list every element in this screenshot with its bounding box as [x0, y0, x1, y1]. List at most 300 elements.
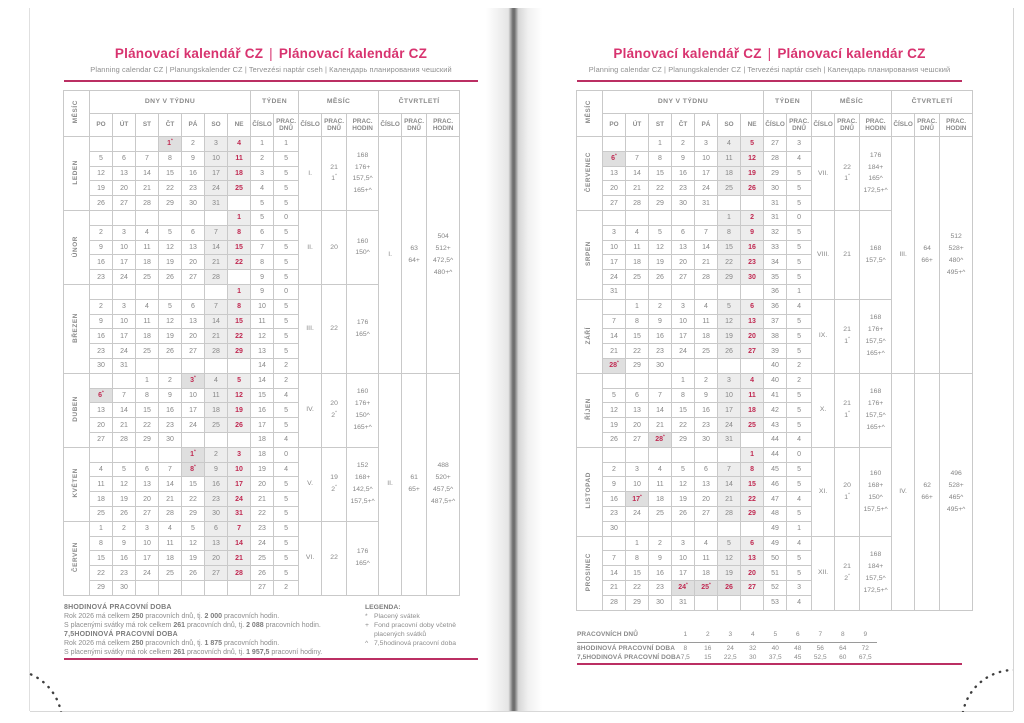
month-name: BŘEZEN: [64, 284, 90, 373]
day-cell: 24: [626, 506, 649, 521]
footer-table-value: 72: [861, 644, 869, 652]
day-cell: 10: [672, 314, 695, 329]
day-cell-saturday: 28: [205, 344, 228, 359]
day-cell-sunday: 29: [228, 344, 251, 359]
legend-symbol: ^: [365, 640, 369, 647]
month-workdays-header: PRAC. DNŮ: [322, 114, 347, 137]
week-workdays: 5: [274, 551, 299, 566]
week-workdays: 5: [787, 255, 812, 270]
day-cell: 27: [182, 344, 205, 359]
day-cell-saturday: 1: [718, 210, 741, 225]
col-group-quarter: ČTVRTLETÍ: [379, 91, 460, 114]
day-cell: 18: [159, 551, 182, 566]
page-bottom-edge: [30, 711, 1013, 712]
day-cell-sunday: 30: [741, 270, 764, 285]
day-cell-empty: [741, 358, 764, 373]
day-cell: 3: [672, 536, 695, 551]
day-cell: 11: [695, 551, 718, 566]
day-cell: 19: [603, 418, 626, 433]
day-cell-saturday: 27: [205, 566, 228, 581]
day-cell: 26: [603, 432, 626, 447]
legend-item: [365, 612, 475, 621]
month-workdays: 20 2*: [322, 373, 347, 447]
day-cell: 29: [649, 196, 672, 211]
day-cell: 23: [672, 181, 695, 196]
week-number: 44: [764, 447, 787, 462]
day-cell-sunday: 7: [228, 521, 251, 536]
day-cell: 26: [90, 196, 113, 211]
day-cell: 29: [182, 506, 205, 521]
day-cell-saturday: 29: [718, 270, 741, 285]
day-cell: 21: [159, 492, 182, 507]
title-separator: |: [269, 46, 273, 61]
day-cell-holiday: 17*: [626, 492, 649, 507]
legend-symbol: +: [365, 622, 369, 629]
week-number: 7: [251, 240, 274, 255]
day-cell-saturday: 25: [205, 418, 228, 433]
month-workdays: 21 1*: [322, 137, 347, 211]
day-cell: 30: [113, 580, 136, 595]
footer-table-label: 8HODINOVÁ PRACOVNÍ DOBA: [577, 644, 676, 652]
day-cell: 11: [626, 240, 649, 255]
day-cell: 25: [136, 270, 159, 285]
day-cell-empty: [159, 284, 182, 299]
day-cell: 7: [603, 551, 626, 566]
day-cell-sunday: 25: [741, 418, 764, 433]
day-cell-saturday: 10: [205, 151, 228, 166]
day-cell-empty: [159, 447, 182, 462]
day-cell-empty: [228, 432, 251, 447]
day-cell-saturday: 2: [205, 447, 228, 462]
week-workdays-header: PRAC. DNŮ: [787, 114, 812, 137]
day-cell-empty: [136, 358, 159, 373]
header-rule: [64, 80, 478, 82]
right-page: [512, 8, 1013, 711]
day-cell: 9: [649, 551, 672, 566]
week-number: 25: [251, 551, 274, 566]
day-cell: 11: [159, 536, 182, 551]
day-cell-saturday: 21: [205, 255, 228, 270]
day-cell-empty: [182, 432, 205, 447]
month-name: LISTOPAD: [577, 447, 603, 536]
day-cell-sunday: 2: [741, 210, 764, 225]
footer-table-row: [577, 644, 877, 654]
week-workdays: 5: [274, 492, 299, 507]
col-group-weekdays: DNY V TÝDNU: [90, 91, 251, 114]
day-cell: 9: [182, 151, 205, 166]
day-cell: 30: [695, 432, 718, 447]
week-workdays: 5: [274, 403, 299, 418]
day-cell-sunday: 4: [741, 373, 764, 388]
day-cell: 10: [113, 314, 136, 329]
day-cell: 15: [672, 403, 695, 418]
day-cell: 18: [136, 329, 159, 344]
day-cell-saturday: 28: [718, 506, 741, 521]
day-cell: 24: [113, 270, 136, 285]
day-cell: 28: [113, 432, 136, 447]
day-cell: 26: [672, 506, 695, 521]
day-cell: 5: [182, 521, 205, 536]
weekday-header-čt: ČT: [672, 114, 695, 137]
day-cell: 2: [603, 462, 626, 477]
month-number: I.: [299, 137, 322, 211]
day-cell: 15: [90, 551, 113, 566]
day-cell: 31: [113, 358, 136, 373]
month-workhours: 176 165^: [347, 284, 379, 373]
day-cell: 14: [113, 403, 136, 418]
day-cell: 6: [672, 225, 695, 240]
day-cell: 14: [136, 166, 159, 181]
day-cell-empty: [741, 284, 764, 299]
month-name: SRPEN: [577, 210, 603, 299]
day-cell: 23: [695, 418, 718, 433]
quarter-workhours-header: PRAC. HODIN: [940, 114, 973, 137]
week-workdays: 1: [787, 284, 812, 299]
day-cell: 19: [672, 492, 695, 507]
week-number: 17: [251, 418, 274, 433]
day-cell: 26: [159, 344, 182, 359]
page-title: [64, 46, 478, 61]
quarter-workhours: 496 528+ 465^ 495+^: [940, 373, 973, 610]
week-number: 39: [764, 344, 787, 359]
week-number: 44: [764, 432, 787, 447]
quarter-workhours-header: PRAC. HODIN: [427, 114, 460, 137]
week-workdays: 5: [787, 462, 812, 477]
day-cell: 10: [113, 240, 136, 255]
day-cell: 22: [136, 418, 159, 433]
day-cell: 23: [113, 566, 136, 581]
day-cell-saturday: 17: [718, 403, 741, 418]
month-workdays: 20 1*: [835, 447, 860, 536]
day-cell: 12: [649, 240, 672, 255]
footer-table-value: 4: [750, 631, 755, 639]
day-cell: 23: [649, 580, 672, 595]
day-cell-sunday: 20: [741, 329, 764, 344]
day-cell: 27: [136, 506, 159, 521]
day-cell: 2: [113, 521, 136, 536]
day-cell: 8: [90, 536, 113, 551]
worktime-line: S placenými svátky má rok celkem 261 pracovních dnů, tj. 2 088 pracovních hodin.: [64, 622, 321, 629]
day-cell-empty: [626, 284, 649, 299]
day-cell: 21: [695, 255, 718, 270]
week-number: 14: [251, 358, 274, 373]
day-cell: 11: [695, 314, 718, 329]
footer-table-value: 8: [683, 644, 688, 652]
day-cell: 17: [182, 403, 205, 418]
day-cell-saturday: 12: [718, 314, 741, 329]
legend: [365, 603, 475, 657]
day-cell: 9: [90, 240, 113, 255]
day-cell: 18: [649, 492, 672, 507]
day-cell: 30: [182, 196, 205, 211]
day-cell-saturday: 16: [205, 477, 228, 492]
day-cell: 2: [90, 299, 113, 314]
footer-table-row: [577, 653, 877, 663]
legend-heading: LEGENDA:: [365, 604, 401, 611]
day-cell-sunday: 9: [741, 225, 764, 240]
day-cell-saturday: 10: [718, 388, 741, 403]
footer-table-value: 56: [816, 644, 824, 652]
day-cell-sunday: 8: [741, 462, 764, 477]
day-cell: 22: [90, 566, 113, 581]
month-workhours: 152 168+ 142,5^ 157,5+^: [347, 447, 379, 521]
day-cell-sunday: 1: [228, 210, 251, 225]
weekday-header-po: PO: [603, 114, 626, 137]
col-header-month: MĚSÍC: [577, 91, 603, 137]
day-cell: 30: [603, 521, 626, 536]
day-cell-sunday: 26: [741, 181, 764, 196]
day-cell-sunday: 1: [228, 284, 251, 299]
day-cell-empty: [603, 373, 626, 388]
day-cell: 3: [113, 299, 136, 314]
footer-table-label: 7,5HODINOVÁ PRACOVNÍ DOBA: [577, 654, 681, 662]
week-workdays: 5: [274, 536, 299, 551]
day-cell: 27: [182, 270, 205, 285]
day-cell: 7: [136, 151, 159, 166]
day-cell-holiday: 1*: [159, 137, 182, 152]
week-number: 11: [251, 314, 274, 329]
day-cell: 12: [182, 536, 205, 551]
weekday-header-čt: ČT: [159, 114, 182, 137]
day-cell: 8: [672, 388, 695, 403]
week-workdays: 1: [274, 137, 299, 152]
footer-table-value: 45: [794, 654, 802, 662]
day-cell-empty: [90, 373, 113, 388]
footer-table-label: PRACOVNÍCH DNŮ: [577, 631, 638, 639]
month-name: PROSINEC: [577, 536, 603, 610]
day-cell-sunday: 15: [741, 477, 764, 492]
month-workhours: 160 176+ 150^ 165+^: [347, 373, 379, 447]
month-name: DUBEN: [64, 373, 90, 447]
day-cell: 27: [603, 196, 626, 211]
footer-table-value: 48: [794, 644, 802, 652]
month-number: X.: [812, 373, 835, 447]
day-cell-empty: [182, 358, 205, 373]
page-right-edge: [1013, 8, 1014, 711]
col-header-month: MĚSÍC: [64, 91, 90, 137]
day-cell: 7: [159, 462, 182, 477]
day-cell-empty: [113, 447, 136, 462]
day-cell: 7: [626, 151, 649, 166]
footer-table-row: [577, 630, 877, 643]
day-cell: 29: [626, 595, 649, 610]
day-cell-empty: [113, 284, 136, 299]
week-number: 40: [764, 358, 787, 373]
day-cell: 17: [672, 566, 695, 581]
day-cell: 10: [672, 551, 695, 566]
week-number: 14: [251, 373, 274, 388]
week-number: 31: [764, 196, 787, 211]
day-cell-sunday: 15: [228, 240, 251, 255]
day-cell-saturday: 22: [718, 255, 741, 270]
quarter-workhours: 504 512+ 472,5^ 480+^: [427, 137, 460, 374]
week-number: 42: [764, 403, 787, 418]
day-cell: 28: [136, 196, 159, 211]
week-number: 51: [764, 566, 787, 581]
day-cell-holiday: 28*: [649, 432, 672, 447]
day-cell: 24: [603, 270, 626, 285]
day-cell: 31: [603, 284, 626, 299]
legend-item: [365, 639, 475, 648]
day-cell: 23: [159, 418, 182, 433]
week-workdays: 5: [787, 388, 812, 403]
day-cell: 7: [649, 388, 672, 403]
week-number: 40: [764, 373, 787, 388]
day-cell: 1: [90, 521, 113, 536]
day-cell-saturday: 31: [205, 196, 228, 211]
day-cell: 13: [626, 403, 649, 418]
day-cell: 23: [603, 506, 626, 521]
week-workdays: 5: [274, 181, 299, 196]
day-cell-sunday: 23: [741, 255, 764, 270]
day-cell-sunday: 1: [741, 447, 764, 462]
day-cell: 9: [113, 536, 136, 551]
footer-table-value: 15: [704, 654, 712, 662]
week-workdays: 5: [787, 418, 812, 433]
day-cell-sunday: 20: [741, 566, 764, 581]
worktime-line: Rok 2026 má celkem 250 pracovních dnů, tj. 1 875 pracovních hodin.: [64, 640, 280, 647]
legend-text: 7,5hodinová pracovní doba: [374, 640, 457, 647]
month-number: VI.: [299, 521, 322, 595]
month-number-header: ČÍSLO: [812, 114, 835, 137]
day-cell-sunday: 17: [228, 477, 251, 492]
week-number: 43: [764, 418, 787, 433]
week-workdays: 5: [274, 521, 299, 536]
day-cell-saturday: 19: [718, 329, 741, 344]
week-workdays: 5: [787, 403, 812, 418]
month-workdays: 21 2*: [835, 536, 860, 610]
title-czech: Plánovací kalendář CZ: [613, 46, 762, 61]
day-cell-empty: [649, 373, 672, 388]
day-cell: 26: [113, 506, 136, 521]
week-workdays: 5: [274, 240, 299, 255]
day-cell-sunday: 22: [741, 492, 764, 507]
quarter-workdays-header: PRAC. DNŮ: [915, 114, 940, 137]
week-number: 35: [764, 270, 787, 285]
week-workdays: 5: [274, 225, 299, 240]
day-cell: 15: [626, 329, 649, 344]
day-cell: 16: [90, 329, 113, 344]
month-workhours: 168 184+ 157,5^ 172,5+^: [860, 536, 892, 610]
day-cell: 6: [626, 388, 649, 403]
day-cell-holiday: 8*: [182, 462, 205, 477]
week-workdays: 5: [274, 344, 299, 359]
day-cell: 6: [136, 462, 159, 477]
week-workdays: 5: [274, 196, 299, 211]
day-cell-empty: [672, 447, 695, 462]
day-cell: 22: [649, 181, 672, 196]
day-cell: 12: [159, 240, 182, 255]
day-cell: 19: [159, 329, 182, 344]
week-number-header: ČÍSLO: [764, 114, 787, 137]
week-number: 19: [251, 462, 274, 477]
day-cell: 13: [113, 166, 136, 181]
week-workdays: 0: [787, 447, 812, 462]
day-cell-saturday: 25: [718, 181, 741, 196]
week-number-header: ČÍSLO: [251, 114, 274, 137]
day-cell: 4: [695, 536, 718, 551]
quarter-number: III.: [892, 137, 915, 374]
quarter-workdays-header: PRAC. DNŮ: [402, 114, 427, 137]
day-cell-empty: [695, 521, 718, 536]
weekday-header-pá: PÁ: [182, 114, 205, 137]
week-workdays-header: PRAC. DNŮ: [274, 114, 299, 137]
month-number: VII.: [812, 137, 835, 211]
legend-text: Placený svátek: [374, 613, 420, 620]
week-workdays: 3: [787, 580, 812, 595]
day-cell: 25: [90, 506, 113, 521]
month-number-header: ČÍSLO: [299, 114, 322, 137]
day-cell: 10: [695, 151, 718, 166]
day-cell-sunday: 19: [228, 403, 251, 418]
day-cell: 16: [603, 492, 626, 507]
day-cell: 18: [90, 492, 113, 507]
day-cell-sunday: 27: [741, 344, 764, 359]
day-cell: 24: [182, 418, 205, 433]
quarter-workdays: 62 66+: [915, 373, 940, 610]
day-cell: 22: [159, 181, 182, 196]
footer-table-value: 9: [863, 631, 868, 639]
quarter-workdays: 64 66+: [915, 137, 940, 374]
day-cell-empty: [159, 358, 182, 373]
day-cell-sunday: 5: [741, 137, 764, 152]
week-workdays: 5: [787, 270, 812, 285]
week-workdays: 2: [787, 358, 812, 373]
week-workdays: 0: [274, 447, 299, 462]
day-cell: 2: [90, 225, 113, 240]
day-cell: 11: [136, 314, 159, 329]
day-cell-empty: [136, 447, 159, 462]
day-cell-holiday: 6*: [603, 151, 626, 166]
week-number: 21: [251, 492, 274, 507]
day-cell: 29: [90, 580, 113, 595]
quarter-number: I.: [379, 137, 402, 374]
day-cell: 12: [90, 166, 113, 181]
month-workhours-header: PRAC. HODIN: [347, 114, 379, 137]
month-name: LEDEN: [64, 137, 90, 211]
week-workdays: 2: [274, 373, 299, 388]
day-cell: 20: [695, 492, 718, 507]
week-workdays: 5: [274, 506, 299, 521]
day-cell: 13: [672, 240, 695, 255]
day-cell-empty: [626, 137, 649, 152]
day-cell-holiday: 3*: [182, 373, 205, 388]
day-cell: 18: [695, 329, 718, 344]
worktime-summary-text: [64, 603, 332, 657]
footer-table-value: 60: [839, 654, 847, 662]
day-cell-empty: [603, 447, 626, 462]
week-workdays: 5: [274, 151, 299, 166]
day-cell: 16: [159, 403, 182, 418]
right-page-header: [577, 46, 962, 82]
day-cell-saturday: 5: [718, 299, 741, 314]
month-workdays: 21 1*: [835, 299, 860, 373]
day-cell: 20: [90, 418, 113, 433]
day-cell-empty: [159, 580, 182, 595]
calendar-table-jan-jun: [63, 90, 459, 596]
calendar-table-jul-dec: [576, 90, 967, 611]
workdays-hours-table: [577, 630, 877, 663]
day-cell-empty: [718, 284, 741, 299]
day-cell-saturday: 31: [718, 432, 741, 447]
day-cell-empty: [649, 521, 672, 536]
month-workhours: 168 176+ 157,5^ 165+^: [347, 137, 379, 211]
day-cell: 17: [672, 329, 695, 344]
day-cell: 30: [649, 595, 672, 610]
month-name: KVĚTEN: [64, 447, 90, 521]
month-workhours: 168 176+ 157,5^ 165+^: [860, 299, 892, 373]
footer-table-value: 67,5: [858, 654, 872, 662]
